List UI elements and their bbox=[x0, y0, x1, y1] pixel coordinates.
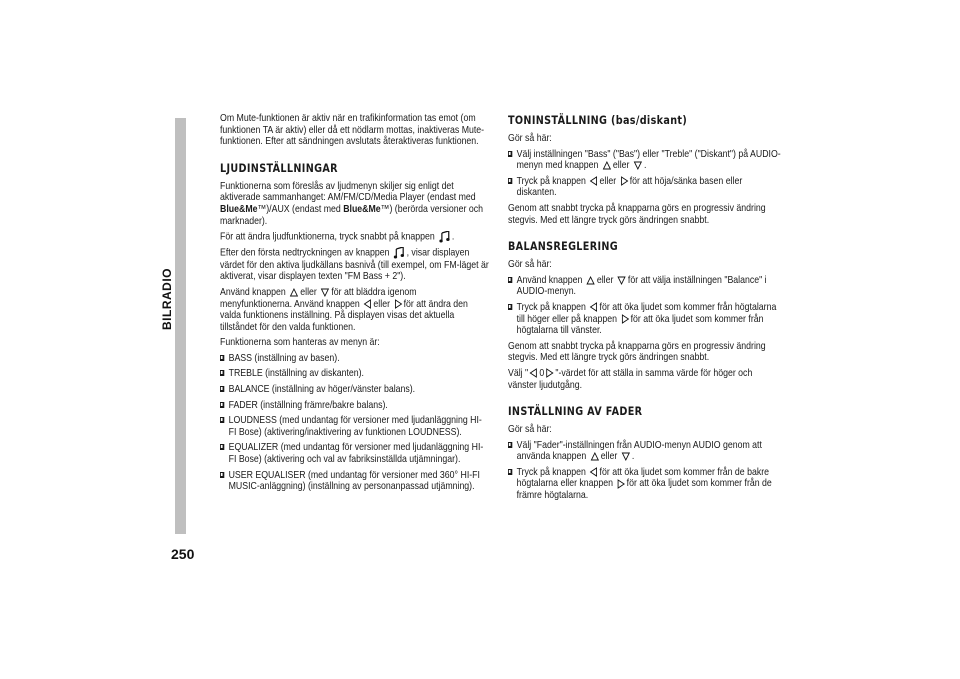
left-triangle-icon bbox=[590, 302, 598, 312]
list-item: BALANCE (inställning av höger/vänster balans). bbox=[220, 384, 489, 396]
down-triangle-icon bbox=[634, 161, 643, 170]
sound-paragraph-5: Funktionerna som hanteras av menyn är: bbox=[220, 337, 380, 349]
list-item: BASS (inställning av basen). bbox=[220, 353, 489, 365]
list-item: Använd knappen eller för att välja inställningen "Balance" i AUDIO-menyn. bbox=[508, 275, 781, 298]
music-note-icon bbox=[439, 231, 450, 243]
checkbox-bullet-icon bbox=[508, 469, 512, 475]
brand-name: Blue&Me bbox=[343, 203, 381, 215]
list-item: FADER (inställning främre/bakre balans). bbox=[220, 400, 489, 412]
right-column bbox=[508, 114, 781, 506]
checkbox-bullet-icon bbox=[220, 370, 224, 376]
balance-paragraph: Genom att snabbt trycka på knapparna görs en progressiv ändring stegvis. Med ett längre tryck görs ändringen snabbt. bbox=[508, 340, 766, 364]
checkbox-bullet-icon bbox=[220, 472, 224, 478]
list-item: Välj "Fader"-inställningen från AUDIO-menyn AUDIO genom att använda knappen eller . bbox=[508, 440, 781, 463]
left-triangle-icon bbox=[590, 176, 598, 186]
checkbox-bullet-icon bbox=[220, 386, 224, 392]
brand-name: Blue&Me bbox=[220, 203, 258, 215]
side-tab-bar bbox=[175, 118, 186, 534]
right-triangle-icon bbox=[546, 368, 554, 378]
checkbox-bullet-icon bbox=[508, 277, 512, 283]
right-triangle-icon bbox=[620, 176, 628, 186]
list-item: LOUDNESS (med undantag för versioner med ljudanläggning HI-FI Bose) (aktivering/inaktivering av funktionen LOUDNESS). bbox=[220, 415, 489, 438]
fader-intro: Gör så här: bbox=[508, 424, 552, 436]
intro-paragraph: Om Mute-funktionen är aktiv när en trafikinformation tas emot (om funktionen TA är aktiv) eller då ett nödlarm mottas, inaktiveras Mute-funktionen. Efter att sändningen avslutats återaktiveras funktionen. bbox=[220, 113, 485, 148]
checkbox-bullet-icon bbox=[508, 151, 512, 157]
checkbox-bullet-icon bbox=[220, 417, 224, 423]
balance-intro: Gör så här: bbox=[508, 259, 552, 271]
checkbox-bullet-icon bbox=[220, 355, 224, 361]
checkbox-bullet-icon bbox=[508, 178, 512, 184]
section-label: BILRADIO bbox=[160, 268, 174, 330]
sound-paragraph-1: Funktionerna som föreslås av ljudmenyn skiljer sig enligt det aktiverade sammanhanget: AM/FM/CD/Media Player (endast med Blue&Me™)/AUX (endast med Blue&Me™) (berörda versioner och marknader). bbox=[220, 180, 483, 227]
left-triangle-icon bbox=[530, 368, 538, 378]
up-triangle-icon bbox=[587, 276, 596, 285]
heading-sound-settings: LJUDINSTÄLLNINGAR bbox=[220, 161, 338, 175]
tone-intro: Gör så här: bbox=[508, 133, 552, 144]
tone-paragraph: Genom att snabbt trycka på knapparna görs en progressiv ändring stegvis. Med ett längre tryck görs ändringen snabbt. bbox=[508, 202, 766, 226]
down-triangle-icon bbox=[321, 288, 330, 297]
heading-fader: INSTÄLLNING AV FADER bbox=[508, 405, 643, 419]
up-triangle-icon bbox=[290, 288, 299, 297]
checkbox-bullet-icon bbox=[508, 442, 512, 448]
list-item: Tryck på knappen eller för att höja/sänka basen eller diskanten. bbox=[508, 176, 781, 199]
right-triangle-icon bbox=[621, 314, 629, 324]
checkbox-bullet-icon bbox=[220, 444, 224, 450]
right-triangle-icon bbox=[617, 479, 625, 489]
down-triangle-icon bbox=[621, 452, 630, 461]
list-item: Välj inställningen "Bass" ("Bas") eller "Treble" ("Diskant") på AUDIO-menyn med knappen eller . bbox=[508, 149, 781, 172]
balance-paragraph-2: Välj " 0 "-värdet för att ställa in samma värde för höger och vänster ljudutgång. bbox=[508, 367, 753, 391]
down-triangle-icon bbox=[618, 276, 627, 285]
right-triangle-icon bbox=[394, 299, 402, 309]
left-triangle-icon bbox=[364, 299, 372, 309]
sound-paragraph-2: För att ändra ljudfunktionerna, tryck snabbt på knappen . bbox=[220, 231, 455, 243]
sound-paragraph-3: Efter den första nedtryckningen av knappen , visar displayen värdet för den aktiva ljudkällans basnivå (till exempel, om FM-läget är aktiverat, visar displayen texten "FM Bass + 2"). bbox=[220, 248, 489, 283]
heading-balance: BALANSREGLERING bbox=[508, 240, 619, 254]
heading-tone-settings: TONINSTÄLLNING (bas/diskant) bbox=[508, 114, 688, 127]
left-triangle-icon bbox=[590, 467, 598, 477]
page-number: 250 bbox=[171, 546, 195, 562]
list-item: USER EQUALISER (med undantag för versioner med 360° HI-FI MUSIC-anläggning) (inställning av personanpassad utjämning). bbox=[220, 470, 489, 493]
list-item: TREBLE (inställning av diskanten). bbox=[220, 368, 489, 380]
checkbox-bullet-icon bbox=[508, 304, 512, 310]
up-triangle-icon bbox=[590, 452, 599, 461]
list-item: EQUALIZER (med undantag för versioner med ljudanläggning HI-FI Bose) (aktivering och val av fabriksinställda utjämningar). bbox=[220, 442, 489, 465]
left-column bbox=[220, 113, 489, 497]
list-item: Tryck på knappen för att öka ljudet som kommer från högtalarna till höger eller på knappen för att öka ljudet som kommer från högtalarna till vänster. bbox=[508, 302, 781, 337]
checkbox-bullet-icon bbox=[220, 402, 224, 408]
list-item: Tryck på knappen för att öka ljudet som kommer från de bakre högtalarna eller knappen för att öka ljudet som kommer från de främre högtalarna. bbox=[508, 467, 781, 502]
music-note-icon bbox=[394, 247, 405, 259]
sound-paragraph-4: Använd knappen eller för att bläddra igenom menyfunktionerna. Använd knappen eller för att ändra den valda funktionens inställning. På displayen visas det aktuella tillståndet för den valda funktionen. bbox=[220, 286, 468, 333]
up-triangle-icon bbox=[603, 161, 612, 170]
